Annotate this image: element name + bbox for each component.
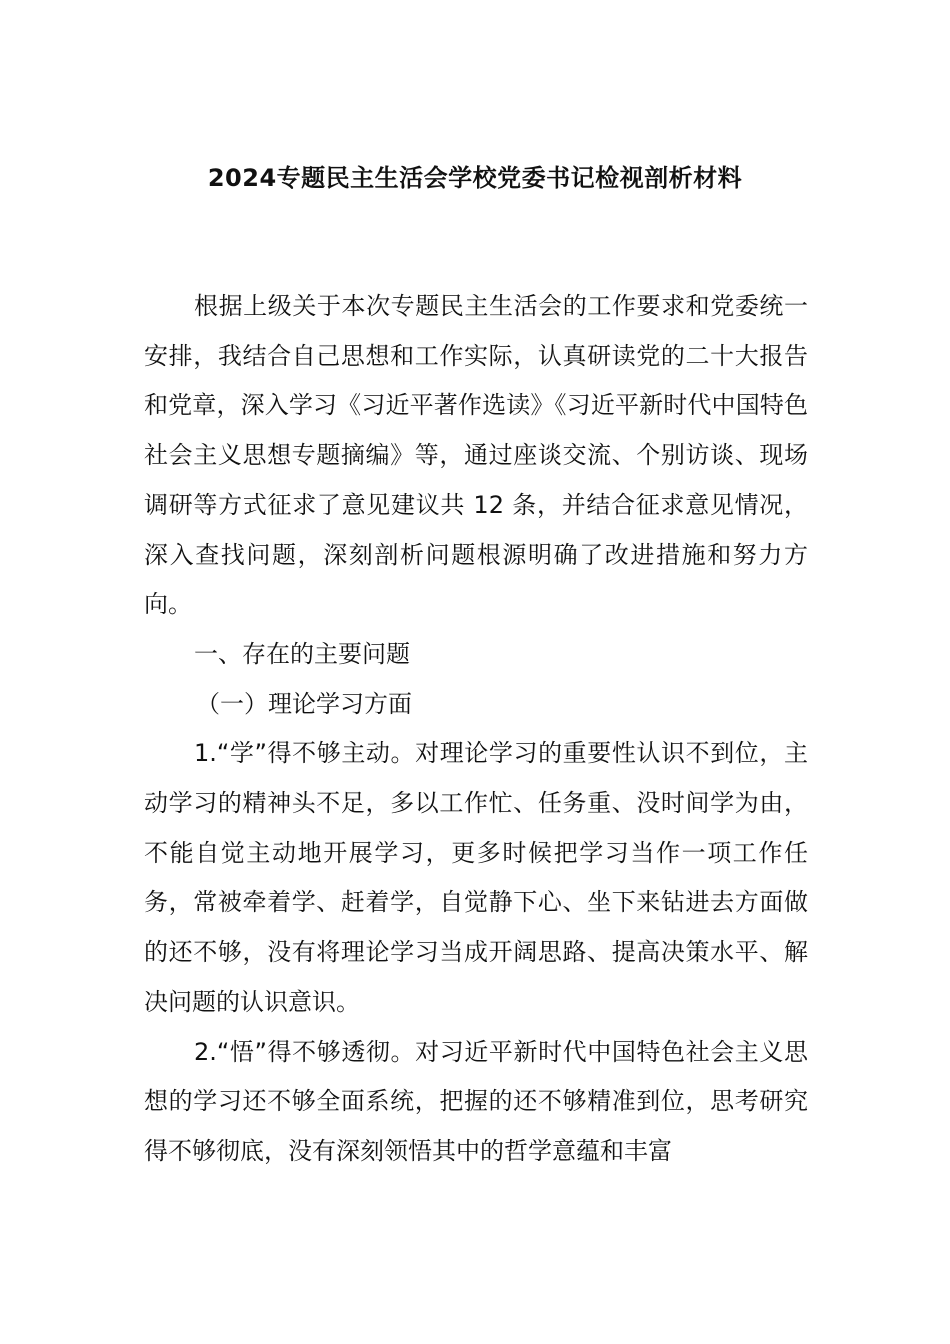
- intro-paragraph: 根据上级关于本次专题民主生活会的工作要求和党委统一安排，我结合自己思想和工作实际，认真研读党的二十大报告和党章，深入学习《习近平著作选读》《习近平新时代中国特色社会主义思想专题摘编》等，通过座谈交流、个别访谈、现场调研等方式征求了意见建议共 12 条，并结合征求意见情况，深入查找问题，深刻剖析问题根源明确了改进措施和努力方向。: [144, 292, 808, 619]
- item-paragraph-1: 1.“学”得不够主动。对理论学习的重要性认识不到位，主动学习的精神头不足，多以工作忙、任务重、没时间学为由，不能自觉主动地开展学习，更多时候把学习当作一项工作任务，常被牵着学、赶着学，自觉静下心、坐下来钻进去方面做的还不够，没有将理论学习当成开阔思路、提高决策水平、解决问题的认识意识。: [144, 739, 808, 1016]
- item-paragraph-2: 2.“悟”得不够透彻。对习近平新时代中国特色社会主义思想的学习还不够全面系统，把握的还不够精准到位，思考研究得不够彻底，没有深刻领悟其中的哲学意蕴和丰富: [144, 1037, 808, 1165]
- document-title: 2024专题民主生活会学校党委书记检视剖析材料: [207, 164, 743, 192]
- subsection-heading: （一）理论学习方面: [196, 689, 412, 718]
- document-body: [144, 282, 808, 1177]
- section-heading: 一、存在的主要问题: [194, 639, 410, 668]
